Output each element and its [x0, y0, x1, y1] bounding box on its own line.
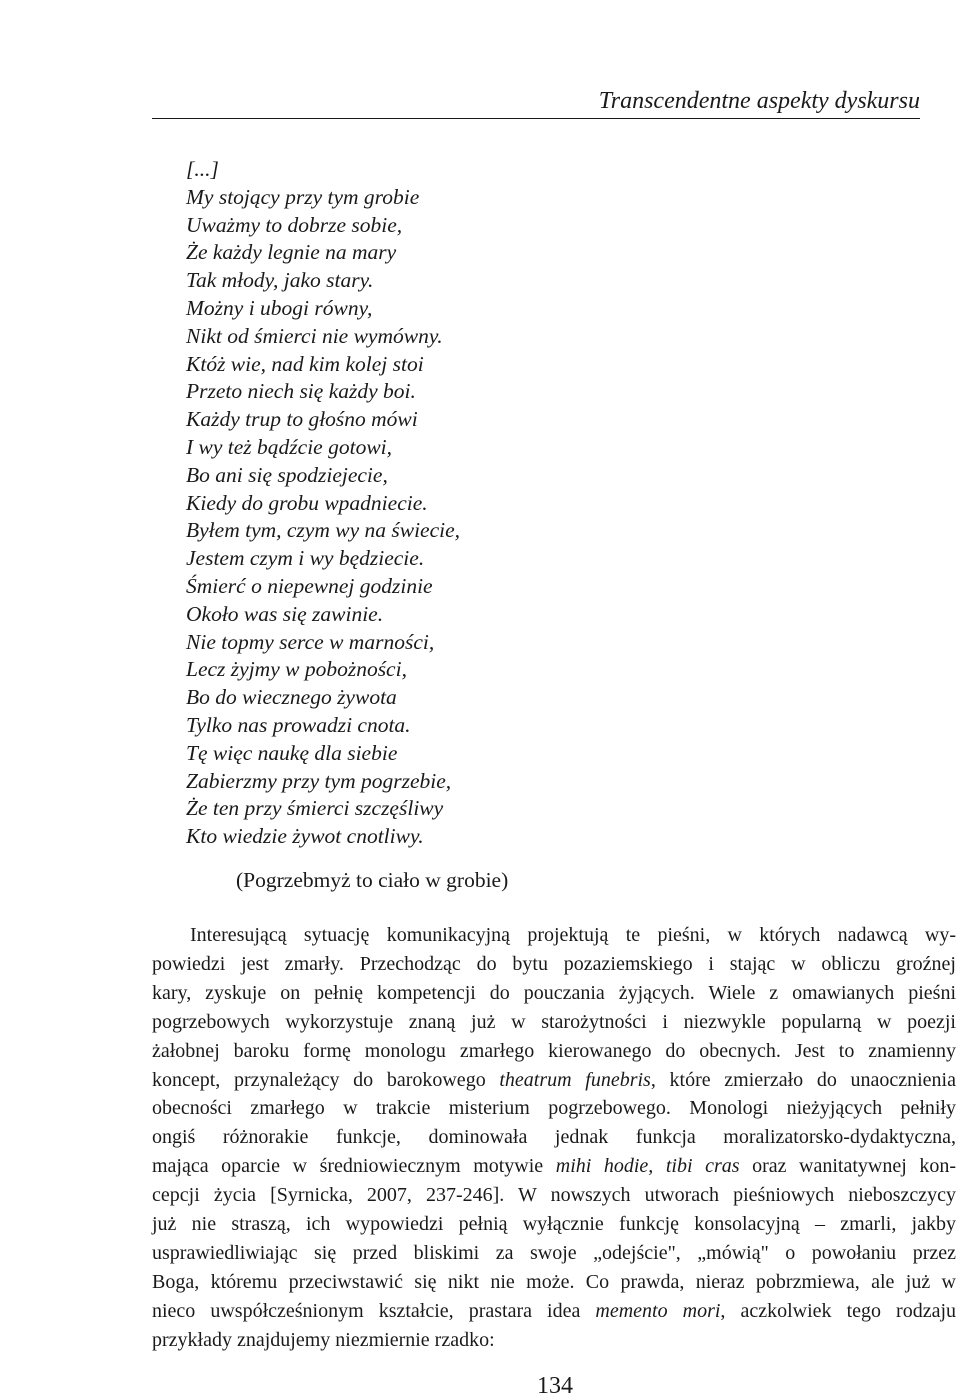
poem-line: Możny i ubogi równy,: [186, 295, 373, 320]
paragraph-line: kary, zyskuje on pełnię kompetencji do pouczania żyjących. Wiele z omawianych pieśni: [152, 981, 956, 1004]
poem-line: [...]: [186, 157, 219, 181]
paragraph-line: cepcji życia [Syrnicka, 2007, 237-246]. W nowszych utworach pieśniowych nieboszczycy: [152, 1184, 956, 1207]
poem-line: Bo ani się spodziejecie,: [186, 462, 388, 487]
poem-line: Przeto niech się każdy boi.: [186, 379, 416, 404]
paragraph-line: już nie straszą, ich wypowiedzi pełnią wyłącznie funkcję konsolacyjną – zmarli, jakby: [152, 1213, 956, 1236]
body-paragraph: [152, 921, 956, 1355]
poem-line: Każdy trup to głośno mówi: [186, 407, 418, 432]
paragraph-line: [152, 1066, 956, 1095]
paragraph-line: usprawiedliwiając się przed bliskimi za swoje „odejście", „mówią" o powołaniu przez: [152, 1241, 956, 1264]
poem-line: Uważmy to dobrze sobie,: [186, 212, 403, 237]
paragraph-line: [152, 1152, 956, 1181]
paragraph-line: żałobnej baroku formę monologu zmarłego kierowanego do obecnych. Jest to znamienny: [152, 1039, 956, 1062]
latin-term: memento mori: [595, 1299, 721, 1322]
text-run: mająca oparcie w średniowiecznym motywie: [152, 1155, 556, 1178]
text-run: koncept, przynależący do barokowego: [152, 1068, 500, 1091]
text-run: nieco uwspółcześnionym kształcie, prastara idea: [152, 1299, 596, 1322]
poem-line: Byłem tym, czym wy na świecie,: [186, 518, 461, 543]
poem-line: Bo do wiecznego żywota: [186, 685, 397, 710]
poem-line: Kiedy do grobu wpadniecie.: [186, 490, 428, 515]
paragraph-line: przykłady znajdujemy niezmiernie rzadko:: [152, 1328, 495, 1351]
paragraph-line: ongiś różnorakie funkcje, dominowała jednak funkcja moralizatorsko-dydaktyczna,: [152, 1126, 956, 1149]
poem-line: Lecz żyjmy w pobożności,: [186, 657, 407, 682]
paragraph-line: Interesującą sytuację komunikacyjną projektują te pieśni, w których nadawcą wy-: [190, 924, 956, 946]
poem-line: Tak młody, jako stary.: [186, 268, 374, 293]
page-number: 134: [537, 1373, 573, 1399]
poem-line: My stojący przy tym grobie: [186, 184, 420, 209]
running-head: Transcendentne aspekty dyskursu: [598, 88, 920, 114]
paragraph-line: obecności zmarłego w trakcie misterium pogrzebowego. Monologi nieżyjących pełniły: [152, 1097, 956, 1120]
poem-line: I wy też bądźcie gotowi,: [186, 434, 393, 459]
poem-line: Zabierzmy przy tym pogrzebie,: [186, 768, 452, 793]
poem-line: Że ten przy śmierci szczęśliwy: [186, 796, 444, 821]
poem-line: Około was się zawinie.: [186, 601, 384, 626]
text-run: , aczkolwiek tego rodzaju: [720, 1299, 957, 1322]
poem-line: Śmierć o niepewnej godzinie: [186, 573, 433, 598]
poem-line: Kto wiedzie żywot cnotliwy.: [186, 824, 424, 849]
paragraph-line: [152, 1297, 956, 1326]
latin-term: mihi hodie, tibi cras: [555, 1155, 740, 1178]
latin-term: theatrum funebris: [499, 1068, 651, 1091]
text-run: , które zmierzało do unaocznienia: [650, 1068, 956, 1091]
header-rule: [152, 118, 920, 119]
poem-line: Tę więc naukę dla siebie: [186, 740, 398, 765]
paragraph-line: pogrzebowych wykorzystuje znaną już w starożytności i niezwykle popularną w poezji: [152, 1010, 956, 1033]
paragraph-line: powiedzi jest zmarły. Przechodząc do bytu pozaziemskiego i stając w obliczu groźnej: [152, 952, 956, 975]
text-run: oraz wanitatywnej kon-: [739, 1155, 956, 1178]
poem-source: (Pogrzebmyż to ciało w grobie): [236, 868, 509, 892]
poem-quote: [186, 156, 460, 851]
poem-line: Jestem czym i wy będziecie.: [186, 546, 425, 571]
poem-line: Nie topmy serce w marności,: [186, 629, 435, 654]
poem-line: Że każdy legnie na mary: [186, 240, 397, 265]
poem-line: Któż wie, nad kim kolej stoi: [186, 351, 424, 376]
paragraph-line: Boga, któremu przeciwstawić się nikt nie może. Co prawda, nieraz pobrzmiewa, ale już w: [152, 1270, 956, 1293]
poem-line: Tylko nas prowadzi cnota.: [186, 712, 411, 737]
poem-line: Nikt od śmierci nie wymówny.: [186, 323, 443, 348]
